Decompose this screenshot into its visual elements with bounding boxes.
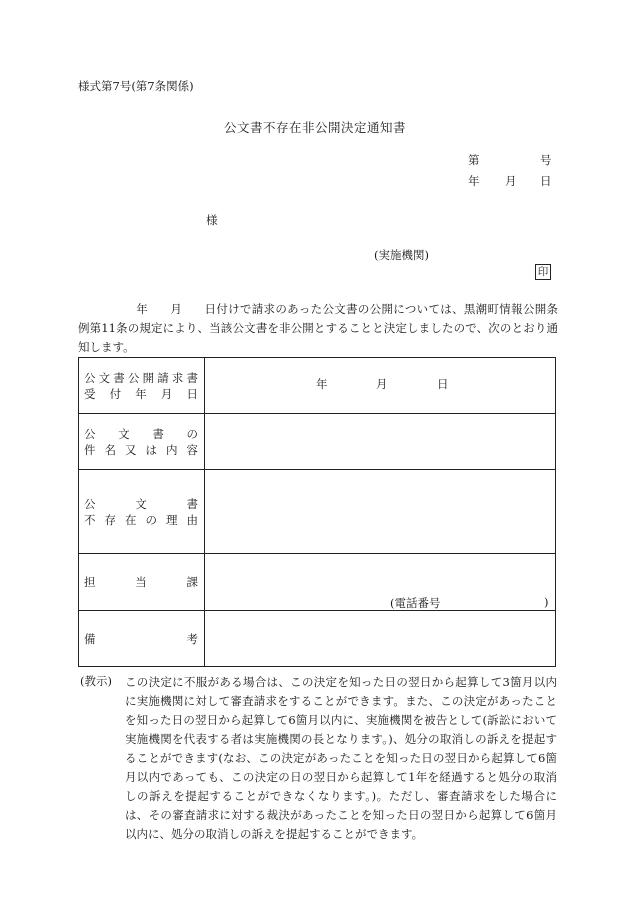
instruction-label: (教示): [80, 674, 112, 688]
label-department: [79, 554, 205, 611]
notice-body: [78, 300, 558, 357]
body-text: 日付けで請求のあった公文書の公開については、黒潮町情報公開条例第11条の規定により、当該公文書を非公開とすることと決定しましたので、次のとおり通知します。: [78, 302, 558, 354]
phone-number-label: (電話番号: [390, 596, 441, 610]
label-line: 担 当 課: [84, 575, 198, 589]
label-line: 公 文 書: [84, 496, 198, 511]
table-row: [79, 611, 556, 667]
nonexistence-reason-field[interactable]: [205, 470, 556, 554]
implementing-agency-label: (実施機関): [374, 248, 429, 262]
remarks-field[interactable]: [205, 611, 556, 667]
table-row: [79, 554, 556, 611]
body-month: 月: [170, 302, 183, 316]
request-date-year: 年: [316, 377, 328, 391]
request-date-month: 月: [376, 377, 388, 391]
issue-date-month: 月: [505, 174, 517, 188]
form-number-label: 様式第7号(第7条関係): [78, 79, 194, 93]
label-document-subject: [79, 414, 205, 470]
label-line: 不 存 在 の 理 由: [84, 512, 198, 527]
doc-number-suffix: 号: [540, 153, 552, 167]
table-row: [79, 358, 556, 414]
seal-box: 印: [535, 264, 551, 280]
label-remarks: [79, 611, 205, 667]
addressee-honorific: 様: [206, 213, 218, 227]
issue-date-year: 年: [468, 174, 480, 188]
phone-number-close: ): [544, 595, 549, 609]
issue-date-day: 日: [540, 174, 552, 188]
label-line: 備 考: [84, 631, 198, 646]
body-year: 年: [136, 302, 149, 316]
label-line: 公 文 書 の: [84, 426, 198, 441]
label-nonexistence-reason: [79, 470, 205, 554]
notice-table: [78, 357, 556, 667]
request-date-day: 日: [437, 377, 449, 391]
request-date-field[interactable]: [205, 358, 556, 414]
table-row: [79, 414, 556, 470]
instruction-text: この決定に不服がある場合は、この決定を知った日の翌日から起算して3箇月以内に実施機関に対して審査請求をすることができます。また、この決定があったことを知った日の翌日から起算して6箇月以内に、実施機関を被告として(訴訟において実施機関を代表する者は実施機関の長となります。)、処分の取消しの訴えを提起することができます(なお、この決定があったことを知った日の翌日から起算して6箇月以内であっても、この決定の日の翌日から起算して1年を経過すると処分の取消しの訴えを提起することができなくなります。)。ただし、審査請求をした場合には、その審査請求に対する裁決があったことを知った日の翌日から起算して6箇月以内に、処分の取消しの訴えを提起することができます。: [125, 675, 557, 841]
label-line: 公 文 書 公 開 請 求 書: [84, 370, 198, 385]
doc-number-prefix: 第: [468, 153, 480, 167]
document-subject-field[interactable]: [205, 414, 556, 470]
label-line: 件 名 又 は 内 容: [84, 442, 198, 457]
table-row: [79, 470, 556, 554]
label-request-date: [79, 358, 205, 414]
department-field[interactable]: [205, 554, 556, 611]
document-title: 公文書不存在非公開決定通知書: [223, 120, 406, 135]
label-line: 受 付 年 月 日: [84, 386, 198, 401]
